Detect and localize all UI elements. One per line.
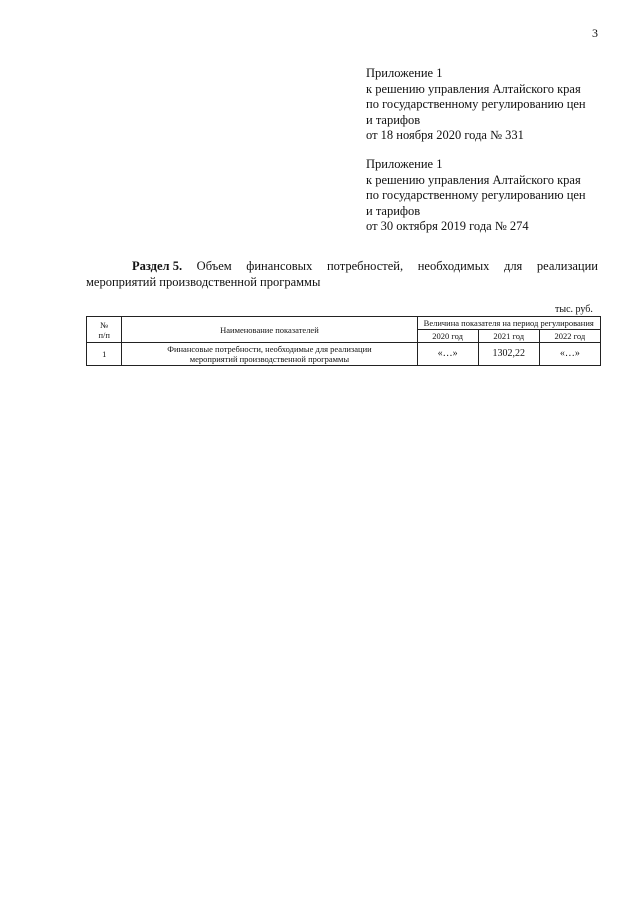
header-year: 2020 год [417, 330, 478, 343]
section-heading-line [86, 259, 598, 275]
table-row [87, 343, 601, 366]
section-word: необходимых [417, 259, 490, 273]
annex-line: Приложение 1 [366, 157, 443, 171]
annex-line: по государственному регулированию цен [366, 97, 586, 111]
row-value: 1302,22 [478, 343, 539, 366]
annex-line: от 18 ноября 2020 года № 331 [366, 128, 524, 142]
annex-line: Приложение 1 [366, 66, 443, 80]
annex-line: по государственному регулированию цен [366, 188, 586, 202]
header-name: Наименование показателей [122, 317, 417, 343]
annex-line: от 30 октября 2019 года № 274 [366, 219, 529, 233]
table-header-row [87, 317, 601, 330]
indicators-table [86, 316, 601, 366]
row-name: Финансовые потребности, необходимые для реализации мероприятий производственной программы [122, 343, 417, 366]
section-word: финансовых [246, 259, 313, 273]
header-year: 2022 год [539, 330, 600, 343]
annex-previous-approval [366, 157, 616, 235]
annex-line: к решению управления Алтайского края [366, 81, 581, 96]
annex-line: к решению управления Алтайского края [366, 172, 581, 187]
header-period: Величина показателя на период регулирования [417, 317, 601, 330]
units-label: тыс. руб. [555, 304, 593, 315]
section-heading [86, 259, 598, 290]
section-word: для [503, 259, 523, 273]
annex-line: и тарифов [366, 203, 421, 218]
row-value: «…» [417, 343, 478, 366]
page-number: 3 [592, 26, 598, 40]
section-heading-line: мероприятий производственной программы [86, 274, 321, 289]
section-word: Объем [196, 259, 232, 273]
annex-line: и тарифов [366, 112, 421, 127]
section-word: реализации [536, 259, 598, 273]
row-num: 1 [87, 343, 122, 366]
section-word: потребностей, [326, 259, 404, 273]
row-value: «…» [539, 343, 600, 366]
header-num: № п/п [87, 317, 122, 343]
section-label: Раздел 5. [132, 259, 183, 273]
annex-current-approval [366, 66, 616, 144]
header-year: 2021 год [478, 330, 539, 343]
